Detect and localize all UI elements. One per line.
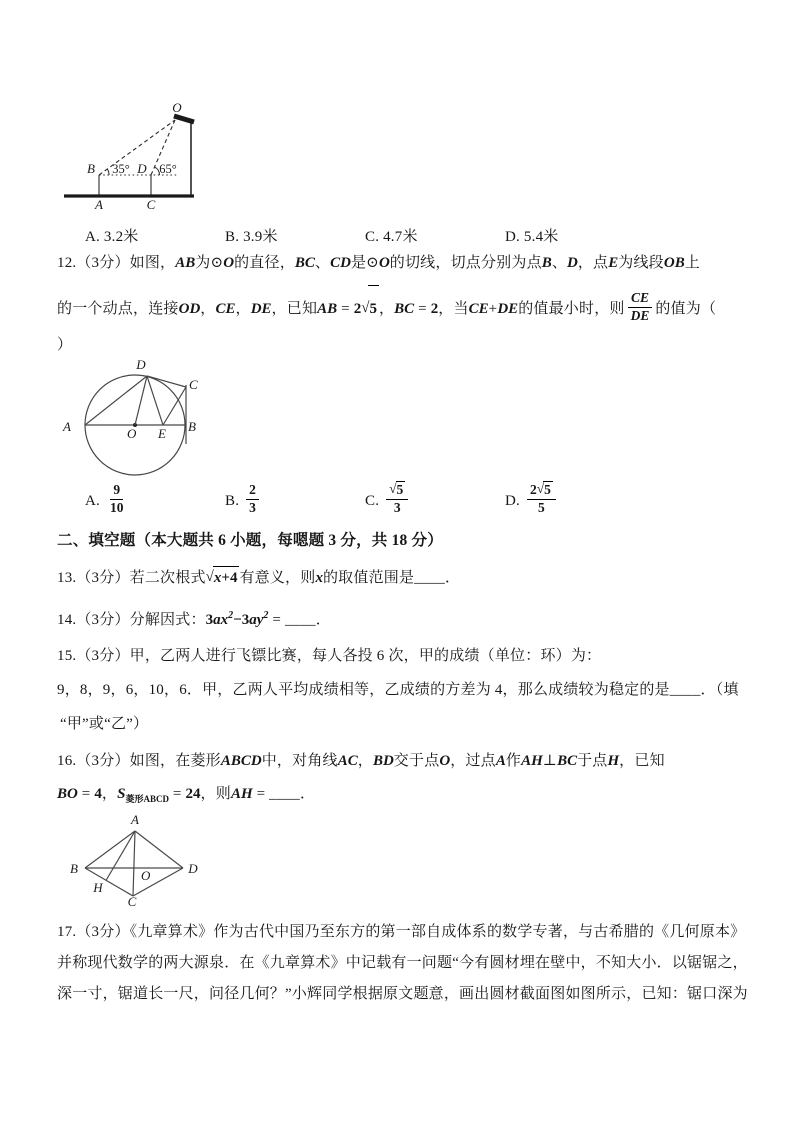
text-run: DE (250, 301, 272, 317)
q12-option-a (85, 478, 225, 524)
text-run: S (117, 786, 126, 802)
q13-line-1 (57, 566, 460, 590)
text-run: = (414, 301, 431, 317)
text-run: 2 (529, 482, 537, 498)
text-run: ， (357, 753, 373, 769)
text-run: 作 (505, 753, 522, 769)
angle-label-35: 35° (112, 162, 130, 176)
text-run: ，过点 (450, 753, 496, 769)
q12-options-row (85, 477, 645, 524)
text-run: 中，对角线 (261, 753, 338, 769)
text-run: 24 (185, 786, 201, 802)
text-run: D (567, 255, 578, 271)
text-run: x (213, 570, 222, 586)
text-run: ，则 (200, 786, 231, 802)
text-run: A (495, 753, 506, 769)
text-run: 13.（3分）若二次根式 (57, 570, 206, 586)
text-run: 上 (684, 255, 700, 271)
point-label-d: D (188, 861, 198, 876)
diagonal-a-c (133, 831, 135, 896)
text-run: 14.（3分）分解因式： (57, 612, 206, 628)
elevation-angle-figure (63, 95, 215, 217)
text-run: BC (294, 255, 315, 271)
text-run: D. (505, 492, 524, 509)
q14-line-1 (57, 604, 331, 632)
text-run: √x+4 (206, 566, 240, 590)
text-run: CE (468, 301, 489, 317)
point-label-b: B (188, 419, 196, 434)
text-run (527, 481, 556, 517)
text-run (386, 481, 408, 517)
q17-line-1: 17.（3分）《九章算术》作为古代中国乃至东方的第一部自成体系的数学专著，与古希腊的《几何原本》 (57, 924, 746, 940)
text-run: DE (497, 301, 519, 317)
text-run: 2 (228, 610, 234, 621)
text-run: AB (317, 301, 338, 317)
q12-option-b (225, 478, 365, 524)
text-run: 、 (314, 255, 331, 271)
text-run: O (439, 753, 451, 769)
q17-line-3: 深一寸，锯道长一尺，问径几何？”小辉同学根据原文题意，画出圆材截面图如图所示，已知：锯口深为 (57, 986, 748, 1002)
text-run: ， (200, 301, 216, 317)
text-run: AB (175, 255, 196, 271)
point-label-h: H (93, 880, 103, 895)
point-label-d: D (137, 161, 147, 176)
point-label-e: E (158, 426, 166, 441)
text-run: CE (630, 290, 649, 306)
text-run: −3 (233, 612, 250, 628)
text-run: ，当 (438, 301, 469, 317)
text-run (107, 482, 127, 517)
text-run: 有意义，则 (239, 570, 316, 586)
segment-e-c (163, 387, 186, 425)
text-run: 5 (369, 301, 377, 317)
text-run: 2 (353, 301, 362, 317)
point-label-c: C (189, 377, 198, 392)
q11-option-d: D. 5.4米 (505, 229, 559, 246)
text-run: ，已知 (619, 753, 665, 769)
point-label-d: D (136, 357, 146, 372)
circle-tangent-figure (58, 356, 210, 484)
text-run: C. (365, 492, 384, 509)
q12-option-c (365, 478, 505, 524)
text-run: 9 (113, 481, 121, 497)
text-run: 5 (544, 482, 551, 498)
text-run: √5 (389, 481, 404, 498)
text-run: O (223, 255, 235, 271)
text-run: CD (330, 255, 351, 271)
point-label-b: B (87, 161, 95, 176)
section-2-header: 二、填空题（本大题共 6 小题，每嗯题 3 分，共 18 分） (57, 532, 443, 549)
q12-line-1 (57, 252, 700, 275)
text-run: 2 (249, 481, 256, 497)
text-run: 2 (430, 301, 439, 317)
q15-line-1: 15.（3分）甲，乙两人进行飞镖比赛，每人各投 6 次，甲的成绩（单位：环）为： (57, 648, 602, 664)
tangent-d-c (147, 376, 186, 387)
point-label-a: A (131, 812, 139, 827)
text-run: 的直径， (234, 255, 295, 271)
text-run: = (337, 301, 354, 317)
wall-top-cap (174, 116, 194, 122)
point-label-o: O (141, 868, 151, 883)
text-run: AH (230, 786, 253, 802)
point-label-c: C (127, 894, 137, 909)
text-run (628, 290, 653, 325)
text-run: 的取值范围是____． (322, 570, 461, 586)
text-run: 4 (94, 786, 102, 802)
text-run: H (607, 753, 620, 769)
text-run: B. (225, 492, 244, 509)
chord-a-d (85, 376, 147, 425)
text-run: ， (101, 786, 118, 802)
text-run: BC (394, 301, 415, 317)
text-run: 5 (396, 482, 404, 498)
text-run: 的值最小时，则 (518, 301, 625, 317)
text-run: 的一个动点，连接 (57, 301, 179, 317)
text-run: = (77, 786, 95, 802)
text-run: 的切线，切点分别为点 (389, 255, 542, 271)
text-run: OB (663, 255, 685, 271)
text-run: x (315, 570, 323, 586)
text-run: OD (178, 301, 201, 317)
q15-line-3: “甲”或“乙”） (60, 716, 149, 732)
text-run: 、 (551, 255, 568, 271)
q12-line-3: ） (57, 337, 73, 353)
segment-d-e (147, 376, 163, 425)
point-label-b: B (70, 861, 78, 876)
text-run: + (488, 301, 498, 317)
text-run: ⊥ (542, 753, 558, 769)
text-run: ， (235, 301, 251, 317)
text-run: 3 (393, 500, 401, 516)
text-run: +4 (221, 570, 238, 586)
text-run: ， (378, 301, 395, 317)
text-run: 于点 (577, 753, 608, 769)
text-run: 是⊙ (350, 255, 379, 271)
q12-line-2 (57, 285, 716, 332)
text-run: 3 (249, 499, 256, 515)
text-run: B (541, 255, 552, 271)
text-run: 3 (205, 612, 214, 628)
side-a-b (85, 831, 135, 868)
text-run: BO (57, 786, 78, 802)
text-run: √5 (536, 481, 551, 498)
side-b-c (85, 868, 133, 896)
point-label-a: A (63, 419, 71, 434)
text-run: √5 (361, 285, 379, 332)
point-label-a: A (95, 197, 103, 212)
text-run: DE (630, 308, 650, 324)
text-run (246, 482, 259, 517)
text-run: CE (215, 301, 236, 317)
q16-line-1 (57, 750, 665, 773)
text-run: O (378, 255, 390, 271)
text-run: 为线段 (618, 255, 664, 271)
side-d-a (135, 831, 183, 868)
text-run: E (608, 255, 619, 271)
text-run: AH (521, 753, 543, 769)
text-run: AC (337, 753, 358, 769)
point-label-c: C (146, 197, 156, 212)
text-run: ax (213, 612, 229, 628)
text-run: = (168, 786, 186, 802)
text-run: 12.（3分）如图， (57, 255, 176, 271)
angle-arc-b (107, 169, 109, 175)
altitude-a-h (106, 831, 135, 881)
text-run: BD (372, 753, 394, 769)
text-run: ，已知 (271, 301, 318, 317)
text-run: 菱形ABCD (125, 794, 169, 804)
text-run: A. (85, 492, 104, 509)
text-run: ABCD (220, 753, 262, 769)
q11-option-a: A. 3.2米 (85, 229, 139, 246)
q11-option-c: C. 4.7米 (365, 229, 418, 246)
text-run: = ____． (268, 612, 331, 628)
q12-option-d (505, 478, 645, 524)
text-run: 的值为（ (655, 301, 717, 317)
text-run: ay (249, 612, 264, 628)
angle-label-65: 65° (159, 162, 177, 176)
text-run: 交于点 (393, 753, 440, 769)
q11-options-row (85, 226, 645, 249)
rhombus-figure (58, 812, 223, 908)
text-run: BC (557, 753, 578, 769)
text-run: 为⊙ (195, 255, 224, 271)
q11-option-b: B. 3.9米 (225, 229, 278, 246)
text-run: 5 (538, 500, 545, 516)
q16-line-2 (57, 783, 315, 811)
text-run: 16.（3分）如图，在菱形 (57, 753, 221, 769)
text-run: 10 (109, 499, 124, 515)
point-label-o: O (127, 426, 137, 441)
text-run: = ____． (252, 786, 316, 802)
point-label-o: O (172, 100, 182, 115)
text-run: 2 (263, 610, 269, 621)
text-run: ，点 (577, 255, 609, 271)
q17-line-2: 并称现代数学的两大源泉．在《九章算术》中记载有一问题“今有圆材埋在壁中，不知大小．以锯锯之， (57, 955, 748, 971)
q15-line-2: 9，8，9，6，10，6．甲，乙两人平均成绩相等，乙成绩的方差为 4，那么成绩较为稳定的是____．（填 (57, 682, 739, 698)
